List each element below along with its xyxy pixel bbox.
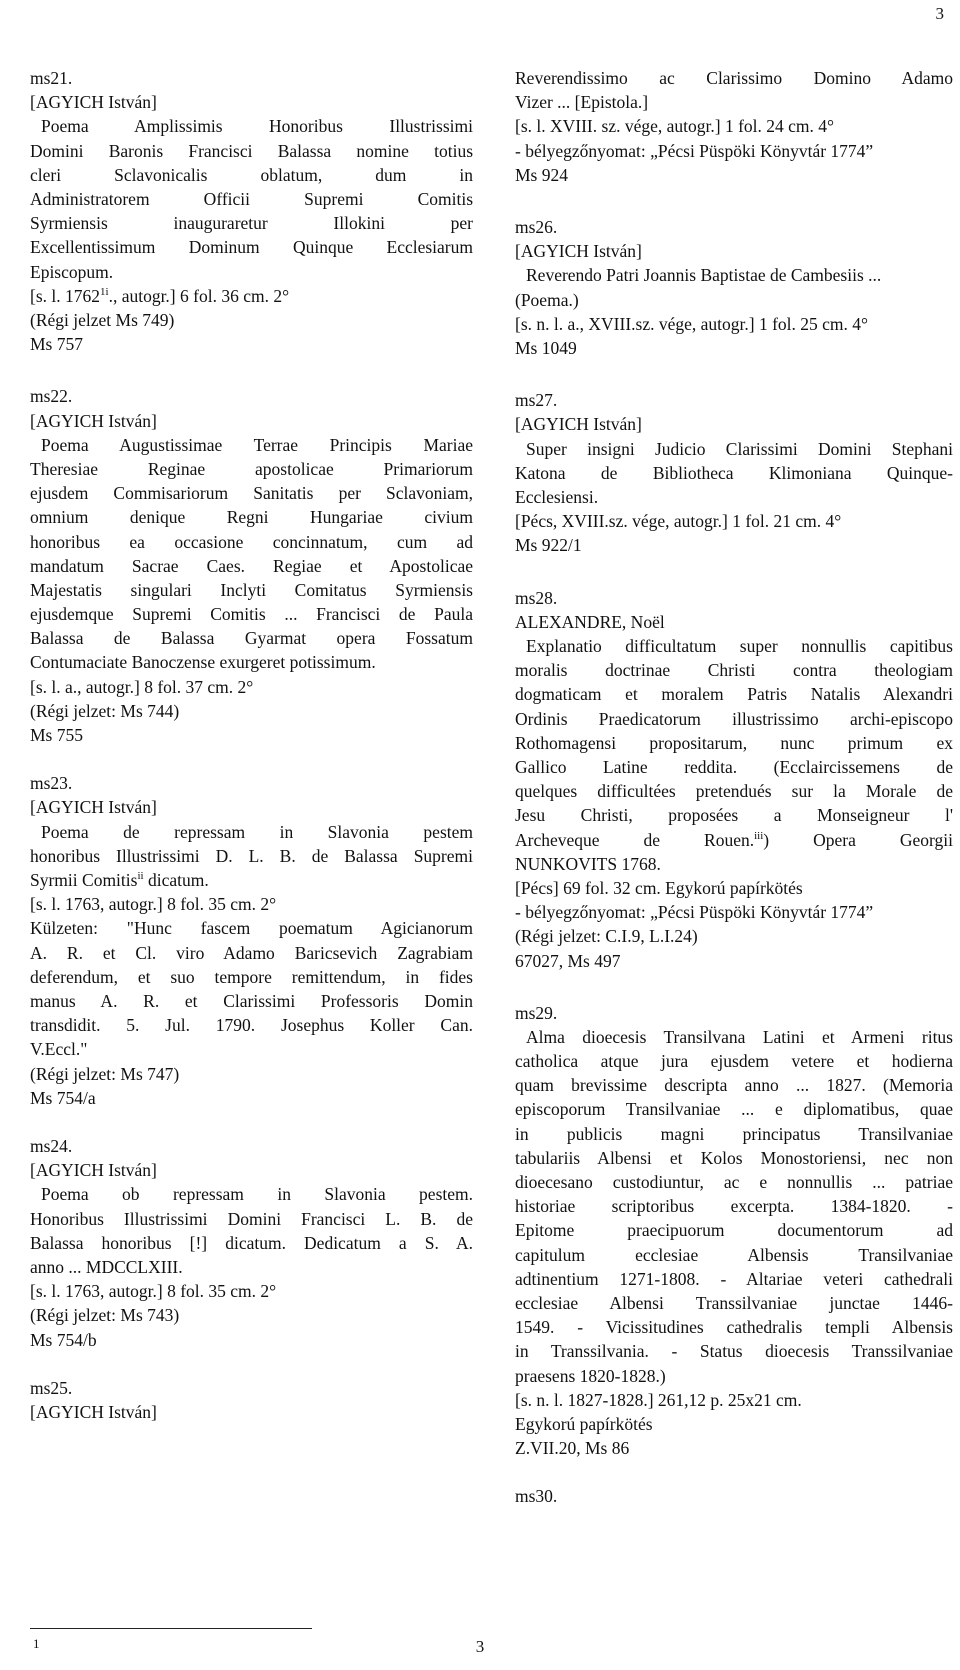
- entry-line: V.Eccl.": [30, 1039, 88, 1060]
- entry-line: [AGYICH István]: [515, 414, 642, 435]
- entry-line: honoribus Illustrissimi D. L. B. de Balassa Supremi: [30, 845, 473, 866]
- footnote-mark: 1: [33, 1636, 40, 1651]
- entry-line: Gallico Latine reddita. (Ecclaircissemens de: [515, 756, 953, 777]
- entry-line: [s. n. l. a., XVIII.sz. vége, autogr.] 1 fol. 25 cm. 4°: [515, 313, 869, 334]
- entry-line: 1549. - Vicissitudines cathedralis templi Albensis: [515, 1317, 953, 1338]
- entry-line: Poema ob repressam in Slavonia pestem.: [41, 1184, 473, 1205]
- footnote-reference: iii: [754, 829, 764, 842]
- entry-line: quam brevissime descripta anno ... 1827. (Memoria: [515, 1075, 953, 1096]
- entry-line: ms26.: [515, 217, 558, 237]
- entry-line: transdidit. 5. Jul. 1790. Josephus Koller Can.: [30, 1015, 473, 1036]
- entry-line: tabulariis Albensi et Kolos Monostoriensi, nec non: [515, 1147, 953, 1168]
- entry-line: ejusdem Commisariorum Sanitatis per Sclavoniam,: [30, 483, 473, 504]
- catalog-entry: [30, 66, 473, 356]
- entry-line: Balassa de Balassa Gyarmat opera Fossatum: [30, 628, 473, 649]
- entry-line: Majestatis singulari Inclyti Comitatus Syrmiensis: [30, 579, 473, 600]
- catalog-entry: [515, 388, 953, 557]
- entry-line: Ordinis Praedicatorum illustrissimo archi-episcopo: [515, 708, 953, 729]
- entry-line: Super insigni Judicio Clarissimi Domini Stephani: [526, 438, 953, 459]
- entry-line: Administratorem Officii Supremi Comitis: [30, 188, 473, 209]
- entry-line: [s. l. $1762^{1i}$., autogr.] 6 fol. 36 cm. 2°: [30, 285, 290, 306]
- entry-line: (Poema.): [515, 289, 579, 310]
- entry-line: Ecclesiensi.: [515, 487, 599, 507]
- entry-line: quelques difficultées pretendués sur la Morale de: [515, 781, 953, 802]
- entry-line: Honoribus Illustrissimi Domini Francisci L. B. de: [30, 1208, 473, 1229]
- entry-line: omnium denique Regni Hungariae civium: [30, 507, 473, 528]
- page-number-bottom: 3: [475, 1637, 485, 1656]
- footnote-reference: ii: [137, 870, 144, 883]
- entry-line: Jesu Christi, proposées a Monseigneur l': [515, 805, 953, 826]
- entry-line: Ms 1049: [515, 338, 577, 359]
- entry-line: Contumaciate Banoczense exurgeret potissimum.: [30, 652, 376, 673]
- footnote-reference: 1i: [100, 285, 109, 298]
- entry-line: [AGYICH István]: [30, 410, 157, 431]
- entry-line: Epitome praecipuorum documentorum ad: [515, 1220, 953, 1241]
- entry-line: Vizer ... [Epistola.]: [515, 92, 649, 113]
- entry-line: deferendum, et suo tempore remittendum, in fides: [30, 966, 473, 987]
- entry-line: Poema Amplissimis Honoribus Illustrissimi: [41, 116, 473, 137]
- entry-line: (Régi jelzet Ms 749): [30, 309, 175, 330]
- entry-line: ms25.: [30, 1377, 73, 1398]
- entry-line: ms24.: [30, 1135, 73, 1156]
- entry-line: [AGYICH István]: [30, 797, 157, 818]
- entry-line: Balassa honoribus [!] dicatum. Dedicatum a S. A.: [30, 1232, 473, 1253]
- entry-line: in Transsilvania. - Status dioecesis Transsilvaniae: [515, 1341, 953, 1362]
- entry-line: ms28.: [515, 587, 558, 608]
- entry-line: [Pécs] 69 fol. 32 cm. Egykorú papírkötés: [515, 877, 803, 898]
- entry-line: historiae scriptoribus excerpta. 1384-1820. -: [515, 1196, 953, 1217]
- catalog-entry: [30, 1376, 473, 1424]
- entry-line: [s. n. l. 1827-1828.] 261,12 p. 25x21 cm.: [515, 1389, 802, 1410]
- entry-line: catholica atque jura ejusdem vetere et hodierna: [515, 1051, 953, 1072]
- entry-line: Ms 922/1: [515, 535, 582, 556]
- entry-line: Z.VII.20, Ms 86: [515, 1438, 630, 1459]
- entry-line: adtinentium 1271-1808. - Altariae veteri cathedrali: [515, 1268, 953, 1289]
- entry-line: Explanatio difficultatum super nonnullis capitibus: [526, 636, 953, 657]
- entry-line: ms29.: [515, 1002, 558, 1023]
- entry-line: Syrmiensis inauguraretur Illokini per: [30, 213, 473, 234]
- entry-line: Ms 755: [30, 725, 83, 746]
- entry-line: honoribus ea occasione concinnatum, cum ad: [30, 531, 473, 552]
- entry-line: Ms 754/b: [30, 1329, 97, 1350]
- entry-line: Ms 924: [515, 164, 568, 185]
- entry-line: episcoporum Transilvaniae ... e diplomatibus, quae: [515, 1099, 953, 1120]
- entry-line: Syrmii Comitis$^{ii}$ dicatum.: [30, 870, 209, 891]
- entry-line: (Régi jelzet: C.I.9, L.I.24): [515, 926, 698, 947]
- page-number-top: 3: [935, 4, 944, 23]
- entry-line: [AGYICH István]: [30, 92, 157, 113]
- left-column: [30, 66, 473, 1424]
- entry-line: ALEXANDRE, Noël: [515, 611, 665, 632]
- entry-line: capitulum ecclesiae Albensis Transilvaniae: [515, 1244, 953, 1265]
- entry-line: anno ... MDCCLXIII.: [30, 1256, 183, 1277]
- entry-line: [s. l. 1763, autogr.] 8 fol. 35 cm. 2°: [30, 1281, 277, 1302]
- entry-line: (Régi jelzet: Ms 747): [30, 1063, 180, 1084]
- catalog-entry: [515, 1001, 953, 1461]
- entry-line: Poema Augustissimae Terrae Principis Mariae: [41, 434, 473, 455]
- entry-line: manus A. R. et Clarissimi Professoris Domin: [30, 991, 473, 1011]
- entry-line: Rothomagensi propositarum, nunc primum ex: [515, 732, 953, 753]
- entry-line: Archeveque de Rouen.$^{iii}$) Opera Georgii: [515, 829, 953, 850]
- entry-line: [AGYICH István]: [30, 1401, 157, 1422]
- catalog-entry: [30, 771, 473, 1110]
- entry-line: Excellentissimum Dominum Quinque Ecclesiarum: [30, 237, 473, 258]
- entry-line: praesens 1820-1828.): [515, 1365, 666, 1386]
- entry-line: Katona de Bibliotheca Klimoniana Quinque-: [515, 462, 953, 483]
- entry-line: ms21.: [30, 68, 73, 88]
- entry-line: A. R. et Cl. viro Adamo Baricsevich Zagrabiam: [30, 942, 473, 963]
- entry-line: Reverendissimo ac Clarissimo Domino Adamo: [515, 68, 953, 88]
- entry-line: ejusdemque Supremi Comitis ... Francisci de Paula: [30, 604, 473, 625]
- entry-line: Külzeten: "Hunc fascem poematum Agicianorum: [30, 918, 473, 939]
- entry-line: dogmaticam et moralem Patris Natalis Alexandri: [515, 684, 953, 705]
- catalog-entry: [30, 384, 473, 747]
- catalog-entry: [30, 1134, 473, 1352]
- entry-line: ms27.: [515, 390, 558, 411]
- entry-line: - bélyegzőnyomat: „Pécsi Püspöki Könyvtár 1774”: [515, 902, 874, 923]
- entry-line: in publicis magni principatus Transilvaniae: [515, 1123, 953, 1144]
- entry-line: (Régi jelzet: Ms 743): [30, 1305, 180, 1326]
- entry-line: [AGYICH István]: [515, 241, 642, 262]
- entry-line: NUNKOVITS 1768.: [515, 853, 661, 874]
- entry-line: Ms 754/a: [30, 1087, 96, 1108]
- entry-line: cleri Sclavonicalis oblatum, dum in: [30, 164, 473, 185]
- entry-line: Episcopum.: [30, 261, 114, 282]
- entry-line: [s. l. a., autogr.] 8 fol. 37 cm. 2°: [30, 676, 254, 697]
- entry-line: ecclesiae Albensi Transsilvaniae junctae 1446-: [515, 1292, 953, 1313]
- entry-line: ms23.: [30, 773, 73, 794]
- entry-line: Alma dioecesis Transilvana Latini et Armeni ritus: [526, 1026, 953, 1047]
- entry-line: Egykorú papírkötés: [515, 1413, 653, 1434]
- catalog-entry: [515, 1484, 953, 1508]
- entry-line: (Régi jelzet: Ms 744): [30, 700, 180, 721]
- catalog-entry: [515, 66, 953, 187]
- entry-line: Domini Baronis Francisci Balassa nomine totius: [30, 140, 473, 161]
- catalog-entry: [515, 586, 953, 973]
- entry-line: moralis doctrinae Christi contra theologiam: [515, 660, 953, 681]
- entry-line: [AGYICH István]: [30, 1160, 157, 1181]
- entry-line: [s. l. 1763, autogr.] 8 fol. 35 cm. 2°: [30, 894, 277, 915]
- entry-line: 67027, Ms 497: [515, 950, 621, 971]
- entry-line: Reverendo Patri Joannis Baptistae de Cambesiis ...: [526, 265, 882, 286]
- entry-line: mandatum Sacrae Caes. Regiae et Apostolicae: [30, 555, 473, 576]
- entry-line: Poema de repressam in Slavonia pestem: [41, 821, 473, 842]
- right-column: [515, 66, 953, 1509]
- entry-line: dioecesano custodiuntur, ac e nonnullis ... patriae: [515, 1172, 953, 1193]
- entry-line: ms30.: [515, 1486, 558, 1507]
- entry-line: [s. l. XVIII. sz. vége, autogr.] 1 fol. 24 cm. 4°: [515, 116, 835, 137]
- catalog-entry: [515, 215, 953, 360]
- entry-line: ms22.: [30, 386, 73, 407]
- footnote-rule: [30, 1628, 312, 1629]
- entry-line: Ms 757: [30, 334, 83, 355]
- entry-line: Theresiae Reginae apostolicae Primariorum: [30, 458, 473, 479]
- entry-line: - bélyegzőnyomat: „Pécsi Püspöki Könyvtár 1774”: [515, 140, 874, 161]
- entry-line: [Pécs, XVIII.sz. vége, autogr.] 1 fol. 21 cm. 4°: [515, 511, 842, 532]
